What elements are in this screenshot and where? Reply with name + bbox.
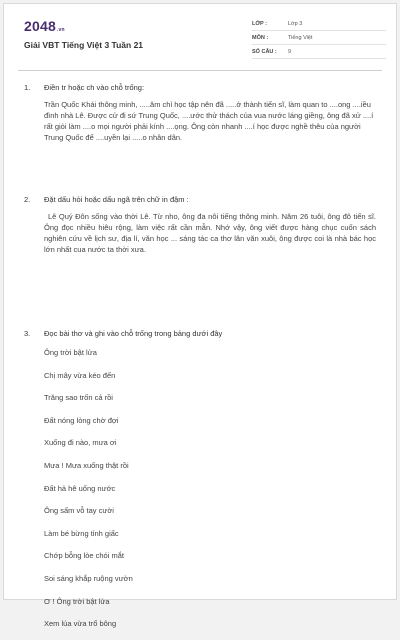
question-heading <box>24 82 376 93</box>
poem <box>44 346 376 640</box>
question-prompt: Đặt dấu hỏi hoặc dấu ngã trên chữ in đậm : <box>44 195 189 204</box>
question-prompt: Đọc bài thơ và ghi vào chỗ trống trong bảng dưới đây <box>44 329 223 338</box>
meta-info <box>252 18 386 60</box>
meta-label: MÔN : <box>252 35 269 41</box>
poem-line: Đất nóng lòng chờ đợi <box>44 415 119 425</box>
meta-value: 9 <box>288 49 292 55</box>
meta-value: Lớp 3 <box>288 21 303 27</box>
meta-row-class <box>252 18 386 31</box>
poem-line: Chị mây vừa kéo đến <box>44 370 116 380</box>
worksheet-page <box>3 3 397 629</box>
page-header <box>4 4 396 70</box>
question-heading <box>24 328 376 339</box>
question-number: 2. <box>24 195 31 204</box>
poem-line: Ông trời bật lửa <box>44 348 97 357</box>
question-passage: Trần Quốc Khái thông minh, .....ăm chỉ học tập nên đã .....ở thành tiến sĩ, làm quan to ....ong ....iều đình nhà Lê. Được cử đi sứ Trung Quốc, ....ước thử thách của vua nước láng giềng, ông đã xử ....í rất giỏi làm ....o mọi người phải kính ....ọng. Ông còn nhanh ....í học được nghề thêu của người Trung Quốc để ....uyền lại .....o nhân dân. <box>44 100 374 142</box>
question-prompt: Điền tr hoặc ch vào chỗ trống: <box>44 83 145 92</box>
question-2 <box>24 194 376 255</box>
logo-text: 2048 <box>24 18 56 34</box>
question-1 <box>24 82 376 143</box>
question-heading <box>24 194 376 205</box>
question-number: 1. <box>24 83 31 92</box>
meta-label: LỚP : <box>252 21 267 27</box>
header-divider <box>18 70 382 71</box>
poem-line: Trăng sao trốn cả rồi <box>44 393 113 403</box>
poem-line: Chớp bỗng lòe chói mắt <box>44 551 124 561</box>
poem-line: Đất hả hê uống nước <box>44 483 116 493</box>
poem-line: Soi sáng khắp ruộng vườn <box>44 573 133 583</box>
logo-domain: .vn <box>56 27 65 33</box>
question-number: 3. <box>24 329 31 338</box>
meta-label: SỐ CÂU : <box>252 49 277 55</box>
site-logo[interactable] <box>24 18 65 34</box>
poem-line: Làm bé bừng tỉnh giấc <box>44 528 119 538</box>
question-3 <box>24 328 376 640</box>
poem-line: Mưa ! Mưa xuống thật rồi <box>44 460 129 470</box>
poem-line: Xuống đi nào, mưa ơi <box>44 438 117 448</box>
meta-row-subject <box>252 32 386 45</box>
question-passage: Lê Quý Đôn sống vào thời Lê. Từ nho, ông đa nôi tiếng thông minh. Năm 26 tuôi, ông đô tiến sĩ. Ông đọc nhiều hiêu rộng, làm việc rất cần mẫn. Nhớ vậy, ông viết được hàng chục cuốn sách nghiên cứu về lịch sư, địa lí, văn học ... sáng tác ca thơ lân văn xuôi, ông được coi là nhà bác học lớn nhất cua nước ta thời xưa. <box>44 212 376 254</box>
poem-line: Ơ ! Ông trời bật lửa <box>44 596 110 606</box>
meta-row-count <box>252 46 386 59</box>
page-title: Giải VBT Tiếng Việt 3 Tuần 21 <box>24 40 144 50</box>
meta-value: Tiếng Việt <box>288 35 313 41</box>
poem-line: Xem lúa vừa trổ bông <box>44 619 117 629</box>
poem-line: Ông sấm vỗ tay cười <box>44 506 114 516</box>
